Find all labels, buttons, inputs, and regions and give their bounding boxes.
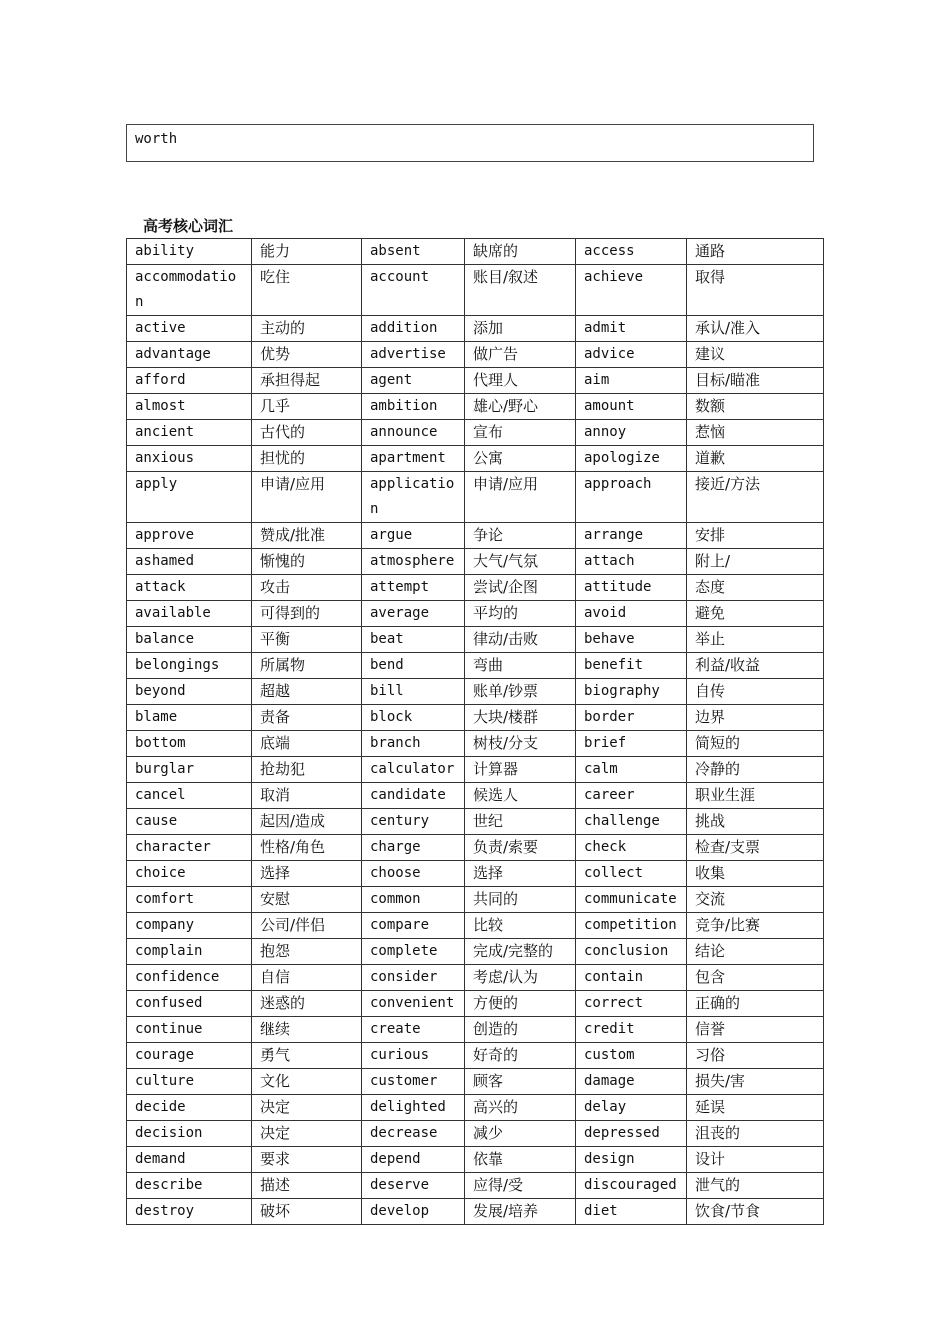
meaning-cell: 抱怨 <box>252 939 362 965</box>
meaning-cell: 共同的 <box>465 887 576 913</box>
word-cell: bottom <box>127 731 252 757</box>
meaning-cell: 宣布 <box>465 420 576 446</box>
meaning-cell: 考虑/认为 <box>465 965 576 991</box>
word-cell: branch <box>362 731 465 757</box>
meaning-cell: 自信 <box>252 965 362 991</box>
word-cell: describe <box>127 1173 252 1199</box>
meaning-cell: 申请/应用 <box>465 472 576 523</box>
meaning-cell: 饮食/节食 <box>687 1199 824 1225</box>
word-cell: diet <box>576 1199 687 1225</box>
meaning-cell: 顾客 <box>465 1069 576 1095</box>
table-row <box>127 342 824 368</box>
word-cell: advantage <box>127 342 252 368</box>
meaning-cell: 责备 <box>252 705 362 731</box>
word-cell: damage <box>576 1069 687 1095</box>
table-row <box>127 783 824 809</box>
table-row <box>127 575 824 601</box>
table-row <box>127 809 824 835</box>
word-cell: create <box>362 1017 465 1043</box>
meaning-cell: 态度 <box>687 575 824 601</box>
section-title: 高考核心词汇 <box>143 217 234 235</box>
top-text-box <box>126 124 814 162</box>
word-cell: average <box>362 601 465 627</box>
meaning-cell: 抢劫犯 <box>252 757 362 783</box>
table-row <box>127 1147 824 1173</box>
meaning-cell: 挑战 <box>687 809 824 835</box>
meaning-cell: 比较 <box>465 913 576 939</box>
word-cell: decide <box>127 1095 252 1121</box>
meaning-cell: 安排 <box>687 523 824 549</box>
word-cell: confidence <box>127 965 252 991</box>
word-cell: argue <box>362 523 465 549</box>
table-row <box>127 731 824 757</box>
table-row <box>127 1043 824 1069</box>
meaning-cell: 候选人 <box>465 783 576 809</box>
word-cell: apply <box>127 472 252 523</box>
word-cell: conclusion <box>576 939 687 965</box>
word-cell: anxious <box>127 446 252 472</box>
meaning-cell: 好奇的 <box>465 1043 576 1069</box>
word-cell: develop <box>362 1199 465 1225</box>
meaning-cell: 迷惑的 <box>252 991 362 1017</box>
meaning-cell: 代理人 <box>465 368 576 394</box>
meaning-cell: 目标/瞄准 <box>687 368 824 394</box>
meaning-cell: 继续 <box>252 1017 362 1043</box>
meaning-cell: 平衡 <box>252 627 362 653</box>
meaning-cell: 可得到的 <box>252 601 362 627</box>
word-cell: competition <box>576 913 687 939</box>
meaning-cell: 道歉 <box>687 446 824 472</box>
word-cell: biography <box>576 679 687 705</box>
meaning-cell: 信誉 <box>687 1017 824 1043</box>
meaning-cell: 赞成/批准 <box>252 523 362 549</box>
meaning-cell: 选择 <box>465 861 576 887</box>
meaning-cell: 计算器 <box>465 757 576 783</box>
word-cell: challenge <box>576 809 687 835</box>
word-cell: common <box>362 887 465 913</box>
word-cell: amount <box>576 394 687 420</box>
meaning-cell: 发展/培养 <box>465 1199 576 1225</box>
word-cell: charge <box>362 835 465 861</box>
word-cell: attitude <box>576 575 687 601</box>
table-row <box>127 939 824 965</box>
word-cell: beyond <box>127 679 252 705</box>
word-cell: deserve <box>362 1173 465 1199</box>
word-cell: collect <box>576 861 687 887</box>
word-cell: agent <box>362 368 465 394</box>
word-cell: century <box>362 809 465 835</box>
word-cell: confused <box>127 991 252 1017</box>
meaning-cell: 平均的 <box>465 601 576 627</box>
word-cell: candidate <box>362 783 465 809</box>
table-row <box>127 549 824 575</box>
word-cell: demand <box>127 1147 252 1173</box>
meaning-cell: 接近/方法 <box>687 472 824 523</box>
meaning-cell: 自传 <box>687 679 824 705</box>
meaning-cell: 正确的 <box>687 991 824 1017</box>
meaning-cell: 依靠 <box>465 1147 576 1173</box>
word-cell: continue <box>127 1017 252 1043</box>
meaning-cell: 交流 <box>687 887 824 913</box>
meaning-cell: 决定 <box>252 1095 362 1121</box>
word-cell: company <box>127 913 252 939</box>
meaning-cell: 惭愧的 <box>252 549 362 575</box>
word-cell: advertise <box>362 342 465 368</box>
word-cell: contain <box>576 965 687 991</box>
meaning-cell: 结论 <box>687 939 824 965</box>
word-cell: depressed <box>576 1121 687 1147</box>
word-cell: bill <box>362 679 465 705</box>
word-cell: account <box>362 265 465 316</box>
meaning-cell: 减少 <box>465 1121 576 1147</box>
word-cell: complete <box>362 939 465 965</box>
word-cell: choose <box>362 861 465 887</box>
word-cell: comfort <box>127 887 252 913</box>
vocab-table <box>126 238 824 1225</box>
word-cell: application <box>362 472 465 523</box>
meaning-cell: 描述 <box>252 1173 362 1199</box>
word-cell: beat <box>362 627 465 653</box>
table-row <box>127 861 824 887</box>
word-cell: attack <box>127 575 252 601</box>
meaning-cell: 勇气 <box>252 1043 362 1069</box>
meaning-cell: 沮丧的 <box>687 1121 824 1147</box>
word-cell: apartment <box>362 446 465 472</box>
word-cell: aim <box>576 368 687 394</box>
table-row <box>127 1095 824 1121</box>
meaning-cell: 账单/钞票 <box>465 679 576 705</box>
word-cell: absent <box>362 239 465 265</box>
word-cell: atmosphere <box>362 549 465 575</box>
word-cell: afford <box>127 368 252 394</box>
meaning-cell: 设计 <box>687 1147 824 1173</box>
word-cell: custom <box>576 1043 687 1069</box>
word-cell: burglar <box>127 757 252 783</box>
meaning-cell: 公寓 <box>465 446 576 472</box>
meaning-cell: 超越 <box>252 679 362 705</box>
meaning-cell: 选择 <box>252 861 362 887</box>
meaning-cell: 律动/击败 <box>465 627 576 653</box>
word-cell: admit <box>576 316 687 342</box>
meaning-cell: 账目/叙述 <box>465 265 576 316</box>
word-cell: border <box>576 705 687 731</box>
meaning-cell: 所属物 <box>252 653 362 679</box>
meaning-cell: 攻击 <box>252 575 362 601</box>
word-cell: calculator <box>362 757 465 783</box>
word-cell: curious <box>362 1043 465 1069</box>
meaning-cell: 古代的 <box>252 420 362 446</box>
word-cell: addition <box>362 316 465 342</box>
meaning-cell: 大块/楼群 <box>465 705 576 731</box>
word-cell: culture <box>127 1069 252 1095</box>
meaning-cell: 能力 <box>252 239 362 265</box>
meaning-cell: 争论 <box>465 523 576 549</box>
word-cell: benefit <box>576 653 687 679</box>
meaning-cell: 附上/ <box>687 549 824 575</box>
meaning-cell: 创造的 <box>465 1017 576 1043</box>
meaning-cell: 文化 <box>252 1069 362 1095</box>
meaning-cell: 树枝/分支 <box>465 731 576 757</box>
meaning-cell: 优势 <box>252 342 362 368</box>
word-cell: choice <box>127 861 252 887</box>
word-cell: achieve <box>576 265 687 316</box>
word-cell: annoy <box>576 420 687 446</box>
meaning-cell: 检查/支票 <box>687 835 824 861</box>
meaning-cell: 举止 <box>687 627 824 653</box>
word-cell: discouraged <box>576 1173 687 1199</box>
meaning-cell: 承认/准入 <box>687 316 824 342</box>
word-cell: balance <box>127 627 252 653</box>
meaning-cell: 主动的 <box>252 316 362 342</box>
word-cell: avoid <box>576 601 687 627</box>
meaning-cell: 竞争/比赛 <box>687 913 824 939</box>
table-row <box>127 446 824 472</box>
meaning-cell: 雄心/野心 <box>465 394 576 420</box>
word-cell: career <box>576 783 687 809</box>
table-row <box>127 1199 824 1225</box>
meaning-cell: 建议 <box>687 342 824 368</box>
word-cell: arrange <box>576 523 687 549</box>
word-cell: cause <box>127 809 252 835</box>
meaning-cell: 通路 <box>687 239 824 265</box>
word-cell: decrease <box>362 1121 465 1147</box>
meaning-cell: 冷静的 <box>687 757 824 783</box>
table-row <box>127 757 824 783</box>
table-row <box>127 653 824 679</box>
table-row <box>127 1173 824 1199</box>
meaning-cell: 性格/角色 <box>252 835 362 861</box>
meaning-cell: 收集 <box>687 861 824 887</box>
meaning-cell: 弯曲 <box>465 653 576 679</box>
table-row <box>127 965 824 991</box>
table-row <box>127 420 824 446</box>
word-cell: depend <box>362 1147 465 1173</box>
word-cell: decision <box>127 1121 252 1147</box>
table-row <box>127 705 824 731</box>
word-cell: communicate <box>576 887 687 913</box>
meaning-cell: 大气/气氛 <box>465 549 576 575</box>
meaning-cell: 公司/伴侣 <box>252 913 362 939</box>
meaning-cell: 负责/索要 <box>465 835 576 861</box>
word-cell: delighted <box>362 1095 465 1121</box>
word-cell: access <box>576 239 687 265</box>
meaning-cell: 吃住 <box>252 265 362 316</box>
meaning-cell: 职业生涯 <box>687 783 824 809</box>
meaning-cell: 破坏 <box>252 1199 362 1225</box>
table-row <box>127 239 824 265</box>
meaning-cell: 延误 <box>687 1095 824 1121</box>
word-cell: ambition <box>362 394 465 420</box>
table-row <box>127 1121 824 1147</box>
word-cell: ability <box>127 239 252 265</box>
word-cell: approve <box>127 523 252 549</box>
meaning-cell: 包含 <box>687 965 824 991</box>
meaning-cell: 方便的 <box>465 991 576 1017</box>
meaning-cell: 申请/应用 <box>252 472 362 523</box>
meaning-cell: 底端 <box>252 731 362 757</box>
meaning-cell: 几乎 <box>252 394 362 420</box>
word-cell: behave <box>576 627 687 653</box>
meaning-cell: 承担得起 <box>252 368 362 394</box>
meaning-cell: 利益/收益 <box>687 653 824 679</box>
word-cell: bend <box>362 653 465 679</box>
word-cell: complain <box>127 939 252 965</box>
table-row <box>127 627 824 653</box>
meaning-cell: 决定 <box>252 1121 362 1147</box>
table-row <box>127 523 824 549</box>
word-cell: active <box>127 316 252 342</box>
table-row <box>127 1069 824 1095</box>
word-cell: credit <box>576 1017 687 1043</box>
word-cell: almost <box>127 394 252 420</box>
table-row <box>127 913 824 939</box>
table-row <box>127 368 824 394</box>
meaning-cell: 世纪 <box>465 809 576 835</box>
meaning-cell: 安慰 <box>252 887 362 913</box>
meaning-cell: 损失/害 <box>687 1069 824 1095</box>
table-row <box>127 991 824 1017</box>
word-cell: announce <box>362 420 465 446</box>
word-cell: destroy <box>127 1199 252 1225</box>
meaning-cell: 高兴的 <box>465 1095 576 1121</box>
table-row <box>127 679 824 705</box>
meaning-cell: 应得/受 <box>465 1173 576 1199</box>
word-cell: attempt <box>362 575 465 601</box>
word-cell: calm <box>576 757 687 783</box>
meaning-cell: 避免 <box>687 601 824 627</box>
word-cell: belongings <box>127 653 252 679</box>
word-cell: blame <box>127 705 252 731</box>
meaning-cell: 起因/造成 <box>252 809 362 835</box>
meaning-cell: 边界 <box>687 705 824 731</box>
word-cell: available <box>127 601 252 627</box>
word-cell: ancient <box>127 420 252 446</box>
word-cell: delay <box>576 1095 687 1121</box>
table-row <box>127 601 824 627</box>
word-cell: attach <box>576 549 687 575</box>
meaning-cell: 担忧的 <box>252 446 362 472</box>
table-row <box>127 316 824 342</box>
meaning-cell: 习俗 <box>687 1043 824 1069</box>
word-cell: design <box>576 1147 687 1173</box>
word-cell: convenient <box>362 991 465 1017</box>
top-box-text: worth <box>135 131 178 147</box>
table-row <box>127 265 824 316</box>
table-row <box>127 1017 824 1043</box>
table-row <box>127 835 824 861</box>
word-cell: compare <box>362 913 465 939</box>
word-cell: brief <box>576 731 687 757</box>
word-cell: accommodation <box>127 265 252 316</box>
meaning-cell: 添加 <box>465 316 576 342</box>
meaning-cell: 缺席的 <box>465 239 576 265</box>
meaning-cell: 泄气的 <box>687 1173 824 1199</box>
meaning-cell: 取消 <box>252 783 362 809</box>
word-cell: check <box>576 835 687 861</box>
word-cell: correct <box>576 991 687 1017</box>
word-cell: advice <box>576 342 687 368</box>
meaning-cell: 数额 <box>687 394 824 420</box>
meaning-cell: 惹恼 <box>687 420 824 446</box>
word-cell: cancel <box>127 783 252 809</box>
word-cell: customer <box>362 1069 465 1095</box>
meaning-cell: 做广告 <box>465 342 576 368</box>
word-cell: approach <box>576 472 687 523</box>
meaning-cell: 完成/完整的 <box>465 939 576 965</box>
meaning-cell: 取得 <box>687 265 824 316</box>
meaning-cell: 简短的 <box>687 731 824 757</box>
table-row <box>127 472 824 523</box>
word-cell: apologize <box>576 446 687 472</box>
table-row <box>127 394 824 420</box>
word-cell: character <box>127 835 252 861</box>
table-row <box>127 887 824 913</box>
meaning-cell: 要求 <box>252 1147 362 1173</box>
word-cell: courage <box>127 1043 252 1069</box>
word-cell: block <box>362 705 465 731</box>
meaning-cell: 尝试/企图 <box>465 575 576 601</box>
word-cell: consider <box>362 965 465 991</box>
word-cell: ashamed <box>127 549 252 575</box>
